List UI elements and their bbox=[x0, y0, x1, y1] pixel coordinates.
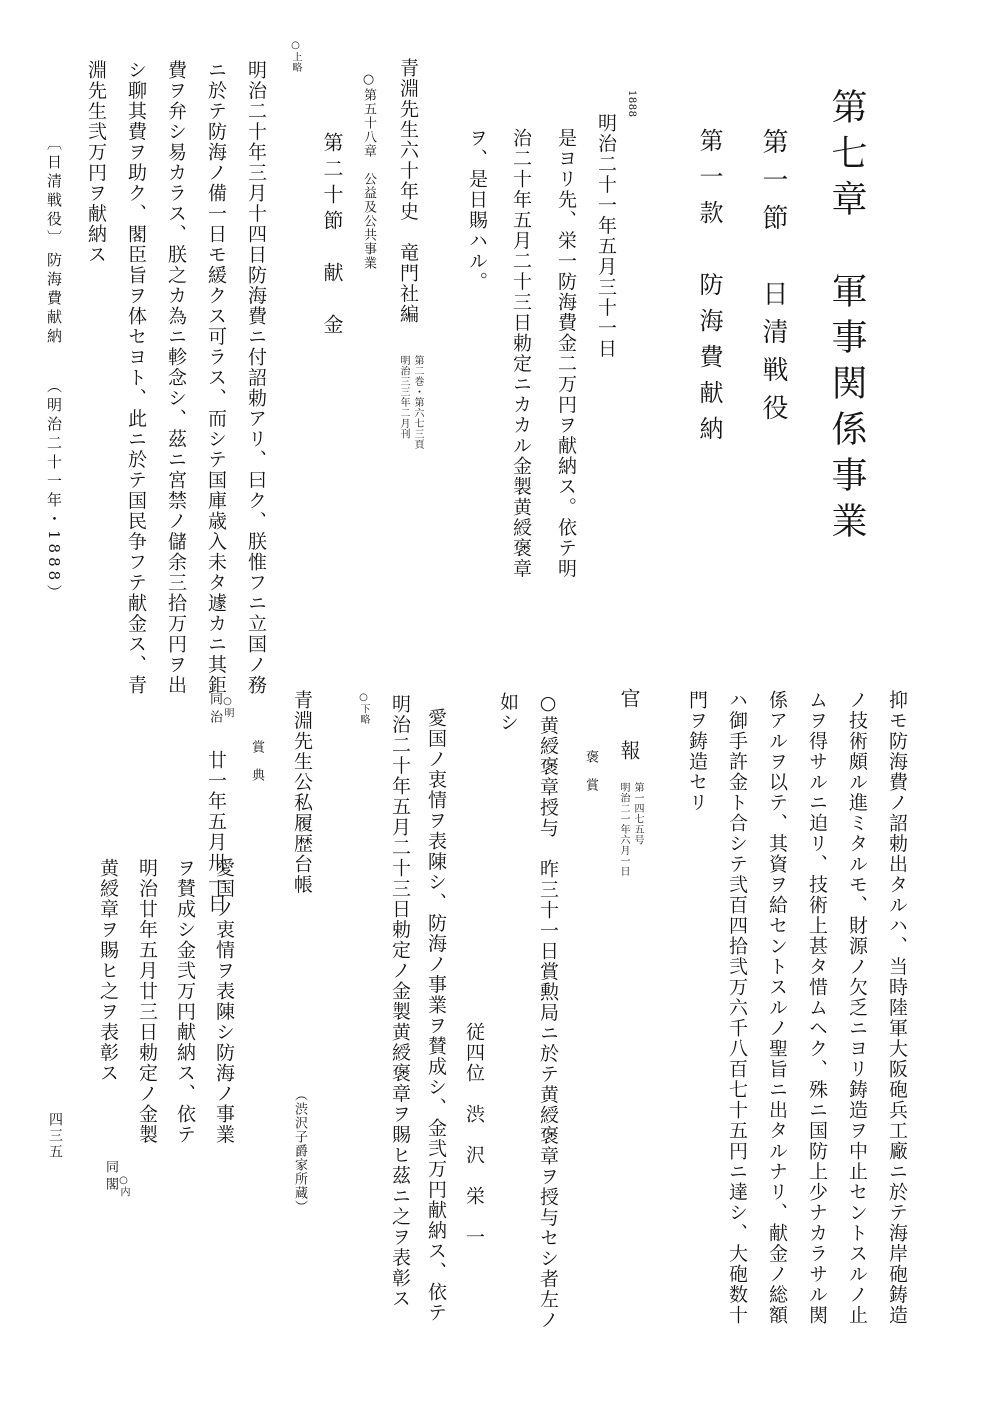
running-head-title: 防海費献納 bbox=[45, 252, 63, 347]
source1-volume: 第二巻・第六七三頁 bbox=[412, 355, 423, 450]
source1-chapter: ○第五十八章 公益及公共事業 bbox=[361, 72, 376, 270]
gazette-announcement-cont: 如シ bbox=[497, 692, 519, 733]
continuation-line: ムヲ得サルニ迫リ、技術上甚タ惜ムヘク、殊ニ国防上少ナカラサル関 bbox=[806, 690, 828, 1326]
entry-date: 明治二十一年五月三十一日 bbox=[595, 113, 617, 359]
continuation-line: ノ技術頗ル進ミタルモ、財源ノ欠乏ニヨリ鋳造ヲ中止セントスルノ止 bbox=[846, 690, 868, 1326]
source2-date-prefix: 治 bbox=[207, 710, 222, 724]
source2-text-line: 愛国ノ衷情ヲ表陳シ防海ノ事業 bbox=[213, 858, 235, 1145]
source2-issuer: 同 bbox=[103, 1160, 118, 1174]
article-heading: 第一款 防海費献納 bbox=[695, 128, 723, 452]
source2-text-line: ヲ賛成シ金弐万円献納ス、依テ bbox=[174, 858, 196, 1145]
source2-holder: （渋沢子爵家所蔵） bbox=[292, 1088, 307, 1214]
source1-text-line: シ聊其費ヲ助ク、閣臣旨ヲ体セヨト、此ニ於テ国民争フテ献金ス、青 bbox=[125, 60, 147, 696]
source1-section: 第二十節 献 金 bbox=[320, 132, 344, 340]
gazette-title: 官 報 bbox=[617, 688, 641, 766]
source2-issuer: 閣 bbox=[103, 1177, 118, 1191]
source1-text-line: 明治二十年三月十四日防海費ニ付詔勅アリ、曰ク、朕惟フニ立国ノ務 bbox=[245, 60, 267, 696]
source2-entry-date: 廿一年五月卅一日 bbox=[205, 750, 227, 914]
omit-marker-top: ○上略 bbox=[290, 40, 301, 73]
continuation-line: 門ヲ鋳造セリ bbox=[686, 690, 708, 813]
continuation-line: 抑モ防海費ノ詔勅出タルハ、当時陸軍大阪砲兵工廠ニ於テ海岸砲鋳造 bbox=[886, 690, 908, 1326]
entry-summary-line: 治二十年五月二十三日勅定ニカカル金製黄綬褒章 bbox=[510, 128, 532, 579]
continuation-line: ハ御手許金ト合シテ弐百四拾弐万六千八百七十五円ニ達シ、大砲数十 bbox=[726, 690, 748, 1326]
source2-issuer-note: ○内 bbox=[118, 1175, 129, 1197]
omit-marker-bottom: ○下略 bbox=[358, 692, 369, 725]
source1-text-line: 費ヲ弁シ易カラス、朕之カ為ニ軫念シ、茲ニ宮禁ノ儲余三拾万円ヲ出 bbox=[165, 60, 187, 696]
source1-title: 青淵先生六十年史 竜門社編 bbox=[397, 58, 419, 325]
source2-text-line: 明治廿年五月廿三日勅定ノ金製 bbox=[136, 858, 158, 1145]
chapter-heading: 第七章 軍事関係事業 bbox=[826, 88, 867, 548]
entry-year-western: 1888 bbox=[626, 90, 637, 118]
source1-text-line: ニ於テ防海ノ備一日モ緩クス可ラス、而シテ国庫歳入未タ遽カニ其鉅 bbox=[205, 60, 227, 696]
page-number: 四三五 bbox=[47, 1112, 63, 1160]
gazette-date: 明治二一年六月一日 bbox=[618, 782, 629, 877]
gazette-reason-line: 明治二十年五月二十三日勅定ノ金製黄綬褒章ヲ賜ヒ茲ニ之ヲ表彰ス bbox=[389, 694, 411, 1309]
source2-category: 賞 典 bbox=[249, 740, 264, 782]
running-head-category: 〔日清戦役〕 bbox=[45, 135, 63, 249]
source2-text-line: 黄綬章ヲ賜ヒ之ヲ表彰ス bbox=[97, 858, 119, 1084]
gazette-number: 第一四七五号 bbox=[632, 782, 643, 845]
entry-summary-line: 是ヨリ先、栄一防海費金二万円ヲ献納ス。依テ明 bbox=[555, 128, 577, 579]
gazette-recipient: 従四位 渋 沢 栄 一 bbox=[463, 1022, 485, 1248]
source2-date-prefix: 同 bbox=[207, 692, 222, 706]
source2-date-note: ○明 bbox=[222, 696, 233, 718]
continuation-line: 係アルヲ以テ、其資ヲ給セントスルノ聖旨ニ出タルナリ、献金ノ総額 bbox=[766, 690, 788, 1326]
source1-text-line: 淵先生弐万円ヲ献納ス bbox=[85, 60, 107, 265]
gazette-category: 褒 賞 bbox=[583, 750, 598, 792]
running-head-year: （明治二十一年・1888） bbox=[45, 378, 63, 604]
source1-date: 明治三三年二月刊 bbox=[398, 355, 409, 439]
source2-title: 青淵先生公私履歴台帳 bbox=[291, 690, 313, 895]
gazette-announcement: ○黄綬褒章授与 昨三十一日賞勲局ニ於テ黄綬褒章ヲ授与セシ者左ノ bbox=[537, 692, 559, 1331]
gazette-reason-line: 愛国ノ衷情ヲ表陳シ、防海ノ事業ヲ賛成シ、金弐万円献納ス、依テ bbox=[425, 708, 447, 1323]
section-heading: 第一節 日清戦役 bbox=[758, 128, 788, 432]
entry-summary-line: ヲ、是日賜ハル。 bbox=[466, 128, 488, 292]
